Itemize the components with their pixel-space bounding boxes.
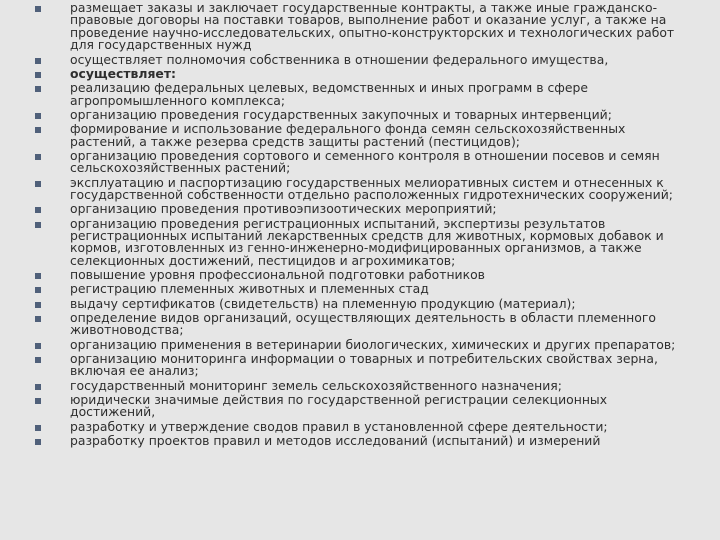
list-item-text: осуществляет: — [70, 65, 176, 81]
square-bullet-icon — [35, 207, 41, 213]
square-bullet-icon — [35, 113, 41, 119]
list-item-text: организацию мониторинга информации о товарных и потребительских свойствах зерна, включая ее анализ; — [70, 350, 658, 379]
list-item — [35, 350, 694, 379]
list-item — [35, 269, 694, 281]
list-item-text: повышение уровня профессиональной подготовки работников — [70, 267, 485, 283]
list-item — [35, 106, 694, 122]
list-item — [35, 295, 694, 311]
list-item-text: юридически значимые действия по государственной регистрации селекционных достижений, — [70, 391, 608, 420]
square-bullet-icon — [35, 316, 41, 322]
square-bullet-icon — [35, 86, 41, 92]
list-item — [35, 2, 694, 52]
list-item-text: определение видов организаций, осуществляющих деятельность в области племенного животноводства; — [70, 309, 656, 338]
square-bullet-icon — [35, 154, 41, 160]
square-bullet-icon — [35, 302, 41, 308]
list-item-text: реализацию федеральных целевых, ведомственных и иных программ в сфере агропромышленного комплекса; — [70, 80, 588, 108]
list-item-text: государственный мониторинг земель сельскохозяйственного назначения; — [70, 377, 562, 393]
list-item — [35, 418, 694, 434]
list-item — [35, 123, 694, 148]
list-item — [35, 51, 694, 67]
list-item-text: разработку и утверждение сводов правил в установленной сфере деятельности; — [70, 418, 608, 434]
list-item-text: регистрацию племенных животных и племенных стад — [70, 281, 429, 297]
list-item-text: осуществляет полномочия собственника в отношении федерального имущества, — [70, 51, 609, 67]
bullet-list — [35, 2, 694, 447]
list-item-text: организацию проведения регистрационных испытаний, экспертизы результатов регистрационных испытаний лекарственных средств для животных, кормовых добавок и кормов, изготовленных из генно-инженерно-модифицированных организмов, а также селекционных достижений, пестицидов и агрохимикатов; — [70, 215, 664, 268]
list-item-text: организацию проведения противоэпизоотических мероприятий; — [70, 201, 497, 217]
list-item-text: эксплуатацию и паспортизацию государственных мелиоративных систем и отнесенных к государственной собственности отдельно расположенных гидротехнических сооружений; — [70, 174, 673, 202]
list-item — [35, 377, 694, 393]
list-item — [35, 215, 694, 268]
list-item-text: размещает заказы и заключает государственные контракты, а также иные гражданско-правовые договоры на поставки товаров, выполнение работ и оказание услуг, а также на проведение научно-исследовательских, опытно-конструкторских и технологических работ для государственных нужд — [70, 0, 675, 53]
list-item — [35, 336, 694, 352]
square-bullet-icon — [35, 357, 41, 363]
square-bullet-icon — [35, 72, 41, 78]
list-item — [35, 147, 694, 176]
square-bullet-icon — [35, 439, 41, 445]
list-item-text: организацию проведения государственных закупочных и товарных интервенций; — [70, 106, 612, 122]
list-item — [35, 283, 694, 295]
square-bullet-icon — [35, 343, 41, 349]
square-bullet-icon — [35, 58, 41, 64]
list-item — [35, 174, 694, 202]
list-item-text: организацию применения в ветеринарии биологических, химических и других препаратов; — [70, 336, 676, 352]
list-item — [35, 65, 694, 81]
square-bullet-icon — [35, 127, 41, 133]
square-bullet-icon — [35, 222, 41, 228]
square-bullet-icon — [35, 384, 41, 390]
list-item-text: организацию проведения сортового и семенного контроля в отношении посевов и семян сельскохозяйственных растений; — [70, 147, 660, 176]
list-item-text: разработку проектов правил и методов исследований (испытаний) и измерений — [70, 432, 601, 448]
list-item — [35, 309, 694, 338]
square-bullet-icon — [35, 287, 41, 293]
square-bullet-icon — [35, 425, 41, 431]
list-item — [35, 432, 694, 448]
square-bullet-icon — [35, 6, 41, 12]
square-bullet-icon — [35, 181, 41, 187]
square-bullet-icon — [35, 273, 41, 279]
square-bullet-icon — [35, 398, 41, 404]
list-item-text: выдачу сертификатов (свидетельств) на племенную продукцию (материал); — [70, 295, 576, 311]
list-item — [35, 82, 694, 107]
list-item-text: формирование и использование федерального фонда семян сельскохозяйственных растений, а также резерва средств защиты растений (пестицидов); — [70, 121, 626, 149]
list-item — [35, 391, 694, 420]
list-item — [35, 203, 694, 215]
